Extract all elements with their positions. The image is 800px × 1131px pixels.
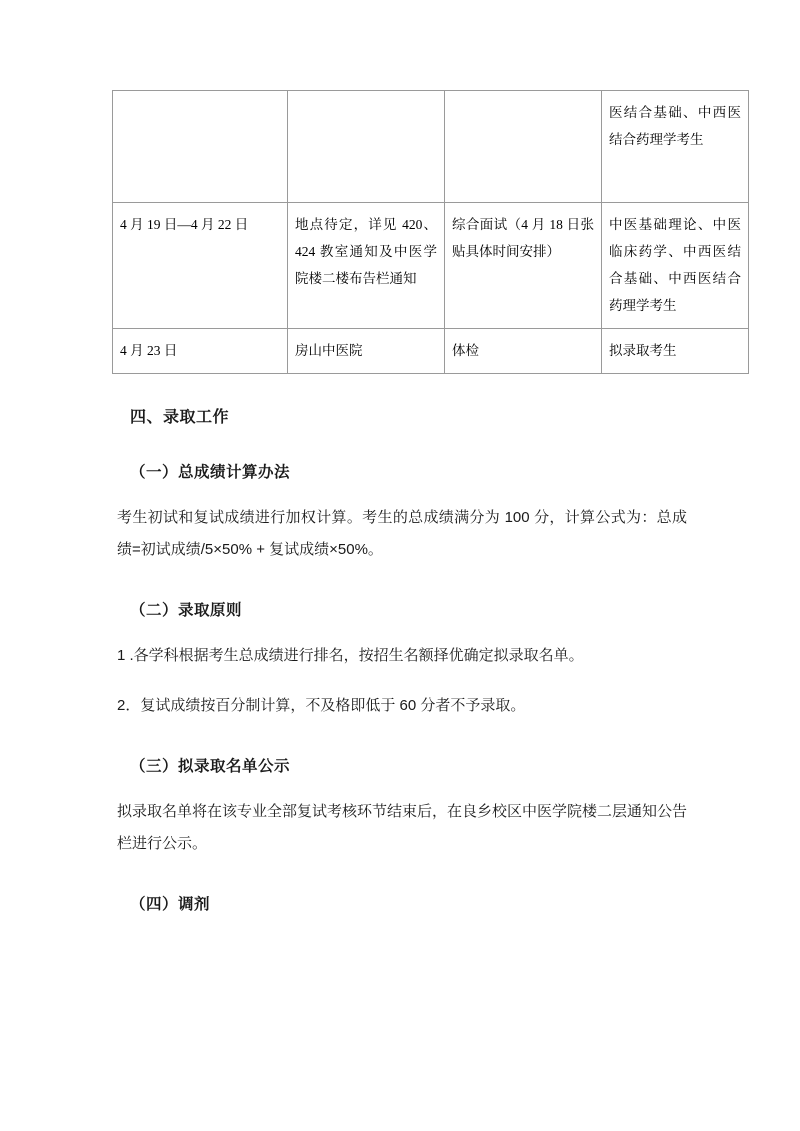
table-row [113,203,749,329]
section-heading-publicity: （三）拟录取名单公示 [130,758,291,775]
cell-target: 中医基础理论、中医临床药学、中西医结合基础、中西医结合药理学考生 [602,203,749,329]
section-heading-score-method: （一）总成绩计算办法 [130,464,291,481]
cell-date: 4 月 19 日—4 月 22 日 [113,203,288,329]
cell-target: 拟录取考生 [602,329,749,374]
section-heading-adjustment: （四）调剂 [130,896,211,913]
paragraph-score-method: 考生初试和复试成绩进行加权计算。考生的总成绩满分为 100 分，计算公式为：总成绩=初试成绩/5×50% + 复试成绩×50%。 [117,509,687,558]
cell-place: 房山中医院 [288,329,445,374]
cell-item: 体检 [445,329,602,374]
table-row [113,91,749,203]
cell-place: 地点待定，详见 420、424 教室通知及中医学院楼二楼布告栏通知 [288,203,445,329]
table-row [113,329,749,374]
cell-place [288,91,445,203]
schedule-table [112,90,749,374]
paragraph-publicity: 拟录取名单将在该专业全部复试考核环节结束后，在良乡校区中医学院楼二层通知公告栏进行公示。 [117,803,688,852]
cell-date [113,91,288,203]
cell-item [445,91,602,203]
section-heading-enrollment: 四、录取工作 [130,409,230,426]
cell-target: 医结合基础、中西医结合药理学考生 [602,91,749,203]
paragraph-principle-1: 1 .各学科根据考生总成绩进行排名，按招生名额择优确定拟录取名单。 [117,647,584,664]
cell-item: 综合面试（4 月 18 日张贴具体时间安排） [445,203,602,329]
section-heading-principles: （二）录取原则 [130,602,243,619]
cell-date: 4 月 23 日 [113,329,288,374]
paragraph-principle-2: 2．复试成绩按百分制计算，不及格即低于 60 分者不予录取。 [117,696,526,714]
